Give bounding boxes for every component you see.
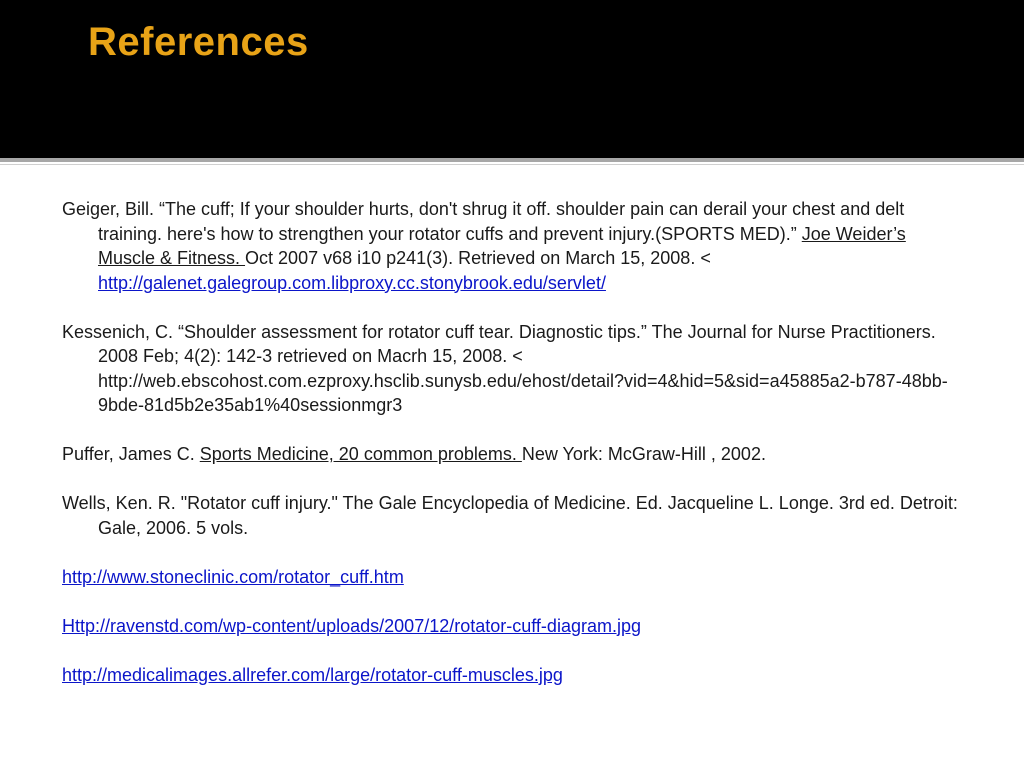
reference-text: New York: McGraw-Hill , 2002. [521, 444, 766, 464]
reference-text: Wells, Ken. R. "Rotator cuff injury." The Gale Encyclopedia of Medicine. Ed. Jacqueline L. Longe. 3rd ed. Detroit: Gale, 2006. 5 vols. [62, 493, 958, 538]
link-item [62, 614, 962, 639]
link-item [62, 565, 962, 590]
stoneclinic-link[interactable]: http://www.stoneclinic.com/rotator_cuff.htm [62, 566, 404, 587]
link-item [62, 663, 962, 688]
reference-source: Joe Weider’s Muscle & Fitness. [98, 223, 906, 268]
ravenstd-link[interactable]: Http://ravenstd.com/wp-content/uploads/2007/12/rotator-cuff-diagram.jpg [62, 615, 641, 636]
reference-text: Puffer, James C. [62, 444, 200, 464]
reference-kessenich [62, 320, 962, 418]
reference-text: Oct 2007 v68 i10 p241(3). Retrieved on March 15, 2008. < [245, 248, 711, 268]
reference-puffer [62, 442, 962, 467]
reference-wells [62, 491, 962, 540]
header-divider-thin [0, 164, 1024, 165]
allrefer-link[interactable]: http://medicalimages.allrefer.com/large/rotator-cuff-muscles.jpg [62, 664, 563, 685]
reference-text: Geiger, Bill. “The cuff; If your shoulder hurts, don't shrug it off. shoulder pain can derail your chest and delt training. here's how to strengthen your rotator cuffs and prevent injury.(SPORTS MED).” [62, 199, 905, 244]
references-list [62, 197, 962, 687]
reference-source: Sports Medicine, 20 common problems. [199, 444, 522, 464]
slide-title: References [88, 20, 309, 64]
title-bar [0, 0, 1024, 158]
reference-link[interactable]: http://galenet.galegroup.com.libproxy.cc.stonybrook.edu/servlet/ [98, 272, 606, 293]
reference-geiger [62, 197, 962, 295]
reference-text: Kessenich, C. “Shoulder assessment for rotator cuff tear. Diagnostic tips.” The Journal for Nurse Practitioners. 2008 Feb; 4(2): 142-3 retrieved on Macrh 15, 2008. < http://web.ebscohost.com.ezproxy.hsclib.sunysb.edu/ehost/detail?vid=4&hid=5&sid=a45885a2-b787-48bb-9bde-81d5b2e35ab1%40sessionmgr3 [62, 321, 948, 415]
